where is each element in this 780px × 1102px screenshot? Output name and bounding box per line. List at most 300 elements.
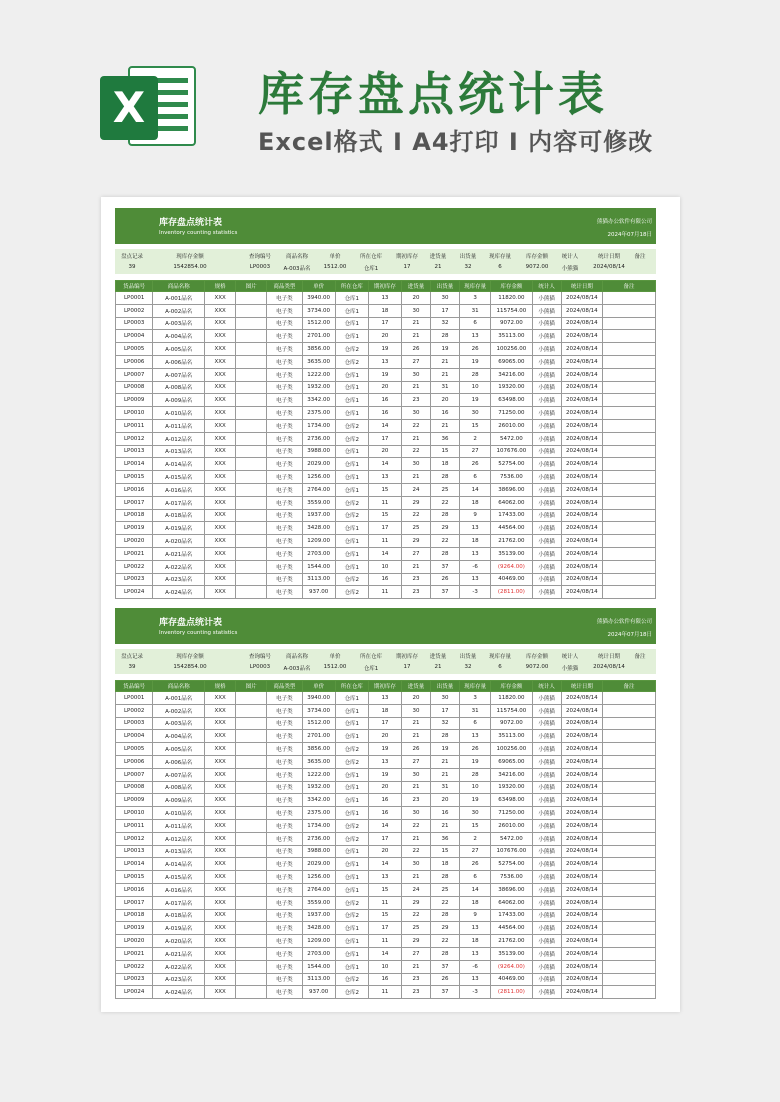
table-cell: LP0002 (116, 704, 153, 717)
table-cell: XXX (205, 509, 236, 522)
summary-value: A-003品名 (283, 666, 311, 672)
excel-logo-icon (100, 58, 200, 154)
table-cell: 22 (402, 909, 431, 922)
table-cell (603, 922, 656, 935)
table-cell: 40469.00 (491, 973, 532, 986)
table-cell: 仓库2 (335, 343, 368, 356)
table-cell (236, 896, 267, 909)
table-cell: 2024/08/14 (561, 471, 602, 484)
sheet-date: 2024年07月18日 (607, 632, 652, 638)
table-cell: 仓库2 (335, 986, 368, 999)
table-cell: 仓库1 (335, 560, 368, 573)
table-cell: 1937.00 (302, 909, 335, 922)
table-cell: 15 (368, 883, 401, 896)
table-cell: 3428.00 (302, 922, 335, 935)
table-cell: 电子类 (267, 483, 302, 496)
table-cell: 30 (402, 458, 431, 471)
table-cell (236, 692, 267, 705)
table-cell: 13 (460, 922, 491, 935)
table-cell: LP0017 (116, 496, 153, 509)
table-cell: 5472.00 (491, 832, 532, 845)
table-cell (236, 858, 267, 871)
table-cell: 仓库1 (335, 381, 368, 394)
table-cell: 31 (460, 704, 491, 717)
summary-label: 库存金额 (525, 654, 548, 660)
table-cell: LP0023 (116, 573, 153, 586)
table-cell (236, 407, 267, 420)
table-cell (603, 407, 656, 420)
table-cell: 22 (402, 819, 431, 832)
table-cell: 小熊猫 (532, 730, 561, 743)
table-cell: 20 (368, 330, 401, 343)
table-cell: 21 (402, 471, 431, 484)
table-cell: 15 (368, 909, 401, 922)
table-cell: 小熊猫 (532, 330, 561, 343)
table-cell: LP0007 (116, 768, 153, 781)
table-cell: 20 (402, 692, 431, 705)
table-cell (236, 483, 267, 496)
table-cell: 2024/08/14 (561, 947, 602, 960)
table-cell: A-012品名 (153, 432, 205, 445)
table-cell (236, 743, 267, 756)
table-cell: 52754.00 (491, 858, 532, 871)
table-cell: -3 (460, 586, 491, 599)
table-cell (236, 458, 267, 471)
table-cell: 2 (460, 832, 491, 845)
table-cell: 2375.00 (302, 407, 335, 420)
table-cell: 14 (368, 947, 401, 960)
table-cell: 1937.00 (302, 509, 335, 522)
table-cell: 电子类 (267, 896, 302, 909)
table-cell: 22 (402, 845, 431, 858)
table-cell: 63498.00 (491, 394, 532, 407)
table-cell: 21762.00 (491, 535, 532, 548)
table-cell: 2024/08/14 (561, 419, 602, 432)
table-cell: LP0001 (116, 292, 153, 305)
table-cell: 19 (431, 343, 460, 356)
table-cell: 34216.00 (491, 768, 532, 781)
table-row (116, 458, 656, 471)
table-cell: 2024/08/14 (561, 586, 602, 599)
table-cell: XXX (205, 883, 236, 896)
table-cell: 3342.00 (302, 394, 335, 407)
table-cell: 2024/08/14 (561, 896, 602, 909)
table-cell: 32 (431, 317, 460, 330)
table-cell: 28 (431, 871, 460, 884)
table-cell: 2024/08/14 (561, 330, 602, 343)
table-cell: 107676.00 (491, 445, 532, 458)
table-cell: 9072.00 (491, 317, 532, 330)
table-cell (603, 807, 656, 820)
table-cell: LP0019 (116, 922, 153, 935)
table-cell: 19 (460, 355, 491, 368)
table-cell: 小熊猫 (532, 858, 561, 871)
table-cell: 17 (368, 832, 401, 845)
table-cell: 仓库1 (335, 445, 368, 458)
table-cell (236, 343, 267, 356)
table-cell: 电子类 (267, 355, 302, 368)
table-cell: LP0020 (116, 935, 153, 948)
table-cell: (9264.00) (491, 960, 532, 973)
table-cell: 1734.00 (302, 419, 335, 432)
table-row (116, 883, 656, 896)
table-cell (236, 535, 267, 548)
company-name: 熊猫办公软件有限公司 (596, 619, 652, 625)
table-cell: 小熊猫 (532, 986, 561, 999)
table-cell: 2024/08/14 (561, 883, 602, 896)
table-cell (603, 896, 656, 909)
table-cell: 小熊猫 (532, 355, 561, 368)
table-cell: A-019品名 (153, 522, 205, 535)
table-cell: 18 (368, 304, 401, 317)
table-cell: XXX (205, 832, 236, 845)
table-row (116, 483, 656, 496)
table-cell: 38696.00 (491, 883, 532, 896)
table-cell: 仓库2 (335, 909, 368, 922)
table-cell: 电子类 (267, 794, 302, 807)
table-cell: 38696.00 (491, 483, 532, 496)
table-cell: LP0021 (116, 947, 153, 960)
summary-label: 商品名称 (285, 254, 308, 260)
table-cell: XXX (205, 871, 236, 884)
table-cell: 13 (460, 330, 491, 343)
table-cell: 仓库1 (335, 547, 368, 560)
table-cell: 27 (402, 755, 431, 768)
sheet-block (115, 608, 656, 999)
table-cell (603, 573, 656, 586)
table-cell: 仓库1 (335, 292, 368, 305)
summary-label: 期初库存 (395, 254, 418, 260)
table-cell: 13 (460, 547, 491, 560)
table-cell (603, 547, 656, 560)
table-cell: XXX (205, 483, 236, 496)
table-cell (603, 432, 656, 445)
table-cell (236, 973, 267, 986)
table-cell: LP0014 (116, 458, 153, 471)
column-header: 库存金额 (491, 681, 532, 692)
table-cell: LP0012 (116, 432, 153, 445)
table-cell: A-010品名 (153, 807, 205, 820)
table-cell: 16 (368, 407, 401, 420)
table-cell: 13 (368, 471, 401, 484)
table-cell: 小熊猫 (532, 292, 561, 305)
table-cell: 18 (431, 858, 460, 871)
table-cell: XXX (205, 704, 236, 717)
table-cell: 电子类 (267, 304, 302, 317)
table-cell: 电子类 (267, 704, 302, 717)
table-cell (236, 768, 267, 781)
table-cell: 仓库2 (335, 832, 368, 845)
summary-label: 进货量 (429, 254, 447, 260)
table-cell: 21 (402, 781, 431, 794)
table-cell (236, 819, 267, 832)
table-cell: 32 (431, 717, 460, 730)
table-cell (603, 858, 656, 871)
table-cell: 仓库1 (335, 717, 368, 730)
table-row (116, 445, 656, 458)
column-header: 所在仓库 (335, 281, 368, 292)
table-cell (603, 330, 656, 343)
table-cell: 电子类 (267, 807, 302, 820)
table-cell: A-009品名 (153, 794, 205, 807)
table-cell: 小熊猫 (532, 755, 561, 768)
table-cell: 6 (460, 871, 491, 884)
table-cell (603, 781, 656, 794)
table-cell: 21 (431, 368, 460, 381)
table-cell: 2024/08/14 (561, 445, 602, 458)
sheet-block (115, 208, 656, 599)
table-cell: 63498.00 (491, 794, 532, 807)
table-cell: 仓库2 (335, 819, 368, 832)
summary-value: 6 (498, 664, 502, 670)
table-cell: 30 (431, 692, 460, 705)
table-cell: 14 (460, 483, 491, 496)
table-cell (603, 794, 656, 807)
table-cell (603, 292, 656, 305)
table-cell: 3940.00 (302, 692, 335, 705)
table-cell: 电子类 (267, 394, 302, 407)
table-cell: 2024/08/14 (561, 832, 602, 845)
table-row (116, 794, 656, 807)
table-cell: 27 (402, 355, 431, 368)
table-cell: XXX (205, 807, 236, 820)
table-cell: A-005品名 (153, 343, 205, 356)
table-cell: A-021品名 (153, 947, 205, 960)
table-cell: 19 (460, 794, 491, 807)
table-cell: LP0006 (116, 755, 153, 768)
table-cell: 19 (368, 368, 401, 381)
table-cell: 仓库1 (335, 394, 368, 407)
table-cell: LP0004 (116, 330, 153, 343)
table-cell: XXX (205, 343, 236, 356)
table-cell: 2703.00 (302, 547, 335, 560)
table-cell: 仓库1 (335, 960, 368, 973)
table-cell: 电子类 (267, 509, 302, 522)
table-cell: 2736.00 (302, 432, 335, 445)
table-cell: 19320.00 (491, 781, 532, 794)
table-cell: 25 (431, 483, 460, 496)
table-cell (603, 317, 656, 330)
table-cell: 100256.00 (491, 743, 532, 756)
sheet-banner (115, 608, 656, 644)
table-cell: 28 (431, 947, 460, 960)
table-cell: 27 (460, 845, 491, 858)
table-cell (603, 381, 656, 394)
table-cell: 23 (402, 973, 431, 986)
table-cell: A-022品名 (153, 960, 205, 973)
column-header: 库存金额 (491, 281, 532, 292)
table-cell (603, 819, 656, 832)
table-row (116, 986, 656, 999)
table-row (116, 947, 656, 960)
table-cell: A-002品名 (153, 704, 205, 717)
table-cell: 30 (402, 768, 431, 781)
column-header: 出货量 (431, 681, 460, 692)
table-cell: 115754.00 (491, 704, 532, 717)
table-cell: 1932.00 (302, 381, 335, 394)
table-cell: 7536.00 (491, 471, 532, 484)
table-row (116, 717, 656, 730)
table-row (116, 909, 656, 922)
table-cell: A-023品名 (153, 573, 205, 586)
table-cell: 3940.00 (302, 292, 335, 305)
table-cell: LP0002 (116, 304, 153, 317)
table-cell: 3988.00 (302, 845, 335, 858)
table-cell: 仓库2 (335, 973, 368, 986)
table-cell: XXX (205, 781, 236, 794)
table-cell: 14 (368, 819, 401, 832)
table-cell: 2024/08/14 (561, 755, 602, 768)
table-cell: 26010.00 (491, 819, 532, 832)
table-cell (603, 730, 656, 743)
table-row (116, 509, 656, 522)
table-cell: 26 (460, 343, 491, 356)
table-cell: A-013品名 (153, 445, 205, 458)
table-cell: A-008品名 (153, 781, 205, 794)
table-cell: 21 (431, 819, 460, 832)
table-cell (603, 304, 656, 317)
summary-label: 期初库存 (395, 654, 418, 660)
table-cell: XXX (205, 394, 236, 407)
table-cell: LP0013 (116, 445, 153, 458)
table-cell: XXX (205, 845, 236, 858)
table-cell (603, 692, 656, 705)
table-cell: 小熊猫 (532, 381, 561, 394)
table-cell: 仓库1 (335, 947, 368, 960)
table-cell: 64062.00 (491, 896, 532, 909)
table-cell: LP0018 (116, 909, 153, 922)
column-header: 货品编号 (116, 681, 153, 692)
table-cell: 仓库1 (335, 458, 368, 471)
table-cell: 小熊猫 (532, 407, 561, 420)
table-cell: 2024/08/14 (561, 935, 602, 948)
table-cell: 电子类 (267, 547, 302, 560)
table-cell: XXX (205, 768, 236, 781)
table-cell (236, 807, 267, 820)
table-cell: XXX (205, 458, 236, 471)
table-cell: A-019品名 (153, 922, 205, 935)
table-cell: 10 (460, 381, 491, 394)
summary-value: 17 (403, 264, 411, 270)
table-cell: XXX (205, 535, 236, 548)
table-cell (236, 419, 267, 432)
table-cell: 24 (402, 883, 431, 896)
table-cell (603, 483, 656, 496)
table-cell: 2701.00 (302, 330, 335, 343)
table-row (116, 432, 656, 445)
column-header: 出货量 (431, 281, 460, 292)
table-cell: A-013品名 (153, 845, 205, 858)
table-row (116, 819, 656, 832)
table-cell (603, 743, 656, 756)
table-cell: 30 (460, 407, 491, 420)
table-cell: 电子类 (267, 573, 302, 586)
table-cell: 30 (402, 304, 431, 317)
table-cell: 电子类 (267, 458, 302, 471)
table-cell: 28 (431, 730, 460, 743)
table-cell: XXX (205, 304, 236, 317)
table-cell (236, 317, 267, 330)
table-row (116, 704, 656, 717)
table-cell: 28 (431, 509, 460, 522)
table-row (116, 496, 656, 509)
table-cell: 小熊猫 (532, 560, 561, 573)
table-cell: LP0022 (116, 560, 153, 573)
table-cell: LP0015 (116, 871, 153, 884)
table-cell: 13 (368, 755, 401, 768)
table-cell: 6 (460, 717, 491, 730)
table-cell: 2736.00 (302, 832, 335, 845)
table-cell: 仓库1 (335, 407, 368, 420)
table-cell: 2024/08/14 (561, 717, 602, 730)
table-cell: LP0018 (116, 509, 153, 522)
table-cell (603, 560, 656, 573)
table-cell: XXX (205, 573, 236, 586)
table-cell: 2024/08/14 (561, 973, 602, 986)
table-cell: 仓库1 (335, 858, 368, 871)
table-cell: 3856.00 (302, 743, 335, 756)
table-cell (603, 947, 656, 960)
table-cell: XXX (205, 794, 236, 807)
table-cell: 小熊猫 (532, 768, 561, 781)
summary-label: 单价 (329, 254, 341, 260)
table-cell (236, 947, 267, 960)
table-row (116, 922, 656, 935)
table-cell: 小熊猫 (532, 704, 561, 717)
table-cell: 小熊猫 (532, 743, 561, 756)
table-cell: 小熊猫 (532, 509, 561, 522)
table-cell (603, 522, 656, 535)
table-cell: 35113.00 (491, 730, 532, 743)
table-cell (603, 717, 656, 730)
column-header: 货品编号 (116, 281, 153, 292)
table-cell: 仓库1 (335, 471, 368, 484)
summary-value: 32 (464, 664, 472, 670)
table-cell (603, 394, 656, 407)
table-cell: 15 (368, 509, 401, 522)
table-cell: 2024/08/14 (561, 960, 602, 973)
table-cell: 2029.00 (302, 458, 335, 471)
table-cell: 电子类 (267, 445, 302, 458)
table-cell: -6 (460, 960, 491, 973)
table-cell: 小熊猫 (532, 419, 561, 432)
table-cell: 20 (431, 394, 460, 407)
table-cell: 小熊猫 (532, 445, 561, 458)
table-cell: XXX (205, 522, 236, 535)
table-cell: LP0009 (116, 794, 153, 807)
table-cell (236, 935, 267, 948)
table-cell: LP0011 (116, 819, 153, 832)
table-cell: 21 (402, 560, 431, 573)
table-cell: 26 (402, 343, 431, 356)
table-cell: XXX (205, 743, 236, 756)
table-cell: 31 (460, 304, 491, 317)
summary-value: 17 (403, 664, 411, 670)
table-cell: 2024/08/14 (561, 560, 602, 573)
table-cell: 小熊猫 (532, 960, 561, 973)
table-cell: LP0019 (116, 522, 153, 535)
table-cell: 44564.00 (491, 522, 532, 535)
table-cell: 2024/08/14 (561, 496, 602, 509)
table-cell (236, 730, 267, 743)
table-cell (236, 717, 267, 730)
table-cell: 24 (402, 483, 431, 496)
table-row (116, 871, 656, 884)
table-cell: 电子类 (267, 522, 302, 535)
table-cell: 3635.00 (302, 355, 335, 368)
table-cell: 31 (431, 781, 460, 794)
table-cell: 21 (402, 432, 431, 445)
